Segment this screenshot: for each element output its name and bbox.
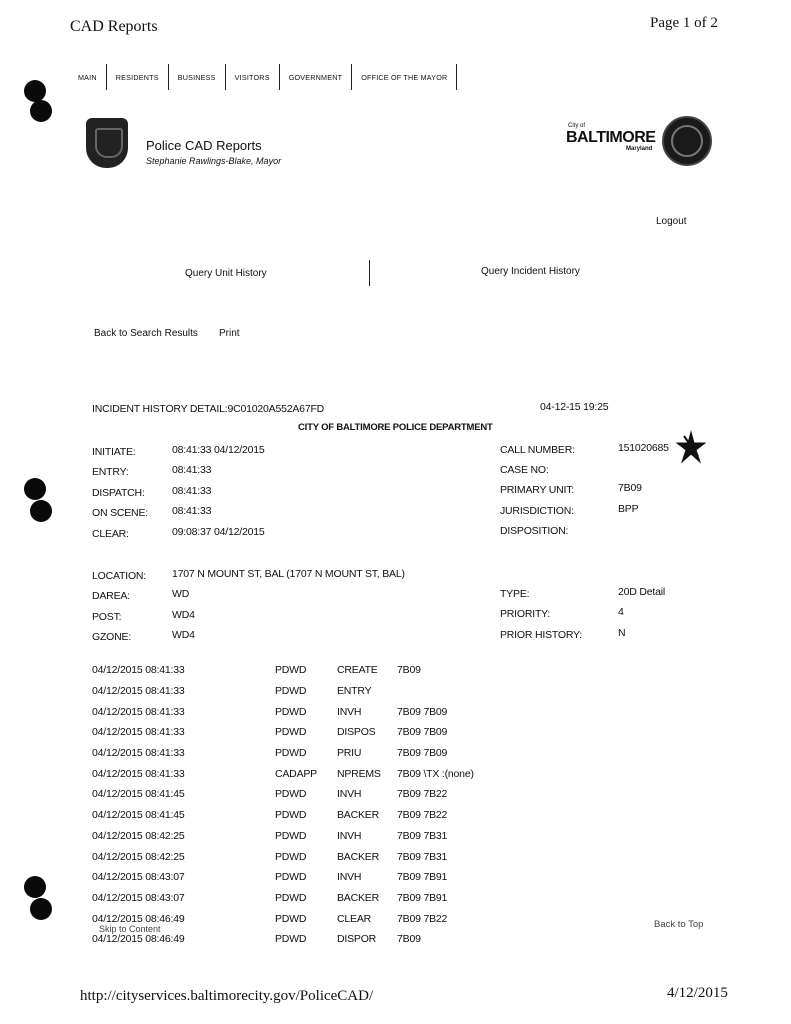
log-row [92,763,474,784]
log-row [92,681,474,702]
log-operator: CADAPP [275,767,317,780]
event-log-table [92,660,474,950]
log-operator: PDWD [275,664,307,677]
field-value-post: WD4 [172,609,195,621]
log-detail: 7B09 7B22 [397,912,448,925]
log-detail: 7B09 7B31 [397,850,448,863]
incident-detail-id: 9C01020A552A67FD [227,403,325,415]
log-operator: PDWD [275,809,307,822]
log-operator: PDWD [275,850,307,863]
field-label-initiate: INITIATE: [92,446,136,458]
log-datetime: 04/12/2015 08:41:33 [92,685,185,698]
log-datetime: 04/12/2015 08:41:33 [92,726,185,739]
field-value-jurisdiction: BPP [618,503,639,515]
footer-date: 4/12/2015 [667,985,728,1001]
field-label-disposition: DISPOSITION: [500,525,569,537]
log-row [92,660,474,681]
city-seal-icon [662,116,712,166]
log-action: BACKER [337,850,379,863]
log-operator: PDWD [275,726,307,739]
field-value-priority: 4 [618,606,624,618]
hole-punch [30,500,52,522]
field-value-gzone: WD4 [172,629,195,641]
field-value-location: 1707 N MOUNT ST, BAL (1707 N MOUNT ST, BAL) [172,568,405,580]
logo-city-of: City of [568,123,586,129]
handwritten-star-mark [676,430,706,464]
log-operator: PDWD [275,871,307,884]
log-datetime: 04/12/2015 08:43:07 [92,891,185,904]
field-label-entry: ENTRY: [92,466,129,478]
hole-punch [24,80,46,102]
field-label-prior-history: PRIOR HISTORY: [500,629,582,641]
page-number: Page 1 of 2 [650,15,718,31]
log-action: INVH [337,705,362,718]
nav-item-government[interactable]: GOVERNMENT [279,64,352,90]
log-action: INVH [337,871,362,884]
log-datetime: 04/12/2015 08:41:45 [92,809,185,822]
log-action: DISPOR [337,933,377,946]
log-operator: PDWD [275,788,307,801]
log-detail: 7B09 7B91 [397,891,448,904]
log-datetime: 04/12/2015 08:43:07 [92,871,185,884]
log-row [92,826,474,847]
field-value-call-number: 151020685 [618,442,669,454]
log-datetime: 04/12/2015 08:41:33 [92,767,185,780]
logout-link[interactable]: Logout [656,216,687,227]
nav-item-main[interactable]: MAIN [78,72,97,82]
field-value-type: 20D Detail [618,586,666,598]
app-title: Police CAD Reports [146,138,262,153]
log-detail: 7B09 7B09 [397,747,448,760]
mayor-name: Stephanie Rawlings-Blake, Mayor [146,156,282,166]
log-action: CREATE [337,664,378,677]
log-datetime: 04/12/2015 08:41:33 [92,664,185,677]
top-nav [78,64,457,90]
log-datetime: 04/12/2015 08:42:25 [92,829,185,842]
log-action: NPREMS [337,767,381,780]
log-detail: 7B09 7B31 [397,829,448,842]
incident-detail-label: INCIDENT HISTORY DETAIL: [92,403,228,415]
field-value-dispatch: 08:41:33 [172,485,212,497]
log-action: BACKER [337,891,379,904]
nav-item-residents[interactable]: RESIDENTS [106,64,168,90]
back-to-search-results-link[interactable]: Back to Search Results [94,328,198,339]
field-label-dispatch: DISPATCH: [92,487,145,499]
field-label-on-scene: ON SCENE: [92,507,148,519]
log-operator: PDWD [275,705,307,718]
log-detail: 7B09 \TX :(none) [397,767,474,780]
log-datetime: 04/12/2015 08:46:49 [92,933,185,946]
log-action: DISPOS [337,726,376,739]
footer-url: http://cityservices.baltimorecity.gov/PoliceCAD/ [80,988,374,1004]
field-label-post: POST: [92,611,122,623]
log-detail: 7B09 7B91 [397,871,448,884]
log-operator: PDWD [275,891,307,904]
log-row [92,805,474,826]
hole-punch [24,876,46,898]
log-operator: PDWD [275,933,307,946]
log-row [92,846,474,867]
field-value-clear: 09:08:37 04/12/2015 [172,526,265,538]
log-row [92,722,474,743]
police-badge-icon [86,118,128,168]
log-datetime: 04/12/2015 08:41:33 [92,747,185,760]
hole-punch [24,478,46,500]
field-label-priority: PRIORITY: [500,608,551,620]
logo-baltimore: BALTIMORE [566,129,656,146]
log-operator: PDWD [275,829,307,842]
log-operator: PDWD [275,912,307,925]
department-name: CITY OF BALTIMORE POLICE DEPARTMENT [298,422,493,433]
log-action: INVH [337,829,362,842]
query-unit-history-link[interactable]: Query Unit History [185,268,267,279]
log-detail: 7B09 [397,933,421,946]
log-operator: PDWD [275,685,307,698]
back-to-top-link[interactable]: Back to Top [654,919,704,930]
skip-to-content-link[interactable]: Skip to Content [99,924,161,934]
field-value-primary-unit: 7B09 [618,482,642,494]
log-datetime: 04/12/2015 08:41:45 [92,788,185,801]
field-label-type: TYPE: [500,588,530,600]
log-detail [397,681,474,702]
field-value-on-scene: 08:41:33 [172,505,212,517]
nav-item-office-of-the-mayor[interactable]: OFFICE OF THE MAYOR [351,64,457,90]
log-row [92,701,474,722]
nav-item-visitors[interactable]: VISITORS [225,64,279,90]
log-operator: PDWD [275,747,307,760]
log-row [92,784,474,805]
query-incident-history-link[interactable]: Query Incident History [481,266,580,277]
log-datetime: 04/12/2015 08:42:25 [92,850,185,863]
field-value-prior-history: N [618,627,626,639]
link-divider [369,260,370,286]
log-detail: 7B09 7B09 [397,705,448,718]
log-detail: 7B09 [397,664,421,677]
log-datetime: 04/12/2015 08:41:33 [92,705,185,718]
print-link[interactable]: Print [219,328,240,339]
field-label-darea: DAREA: [92,590,130,602]
field-label-call-number: CALL NUMBER: [500,444,575,456]
field-label-jurisdiction: JURISDICTION: [500,505,574,517]
log-datetime: 04/12/2015 08:46:49 [92,912,185,925]
field-label-primary-unit: PRIMARY UNIT: [500,484,575,496]
field-value-initiate: 08:41:33 04/12/2015 [172,444,265,456]
field-label-case-no: CASE NO: [500,464,549,476]
field-label-clear: CLEAR: [92,528,129,540]
log-detail: 7B09 7B09 [397,726,448,739]
log-action: CLEAR [337,912,372,925]
log-row [92,888,474,909]
field-value-entry: 08:41:33 [172,464,212,476]
field-value-darea: WD [172,588,190,600]
report-datetime: 04-12-15 19:25 [540,401,609,413]
log-action: ENTRY [337,685,372,698]
log-detail: 7B09 7B22 [397,809,448,822]
hole-punch [30,100,52,122]
print-title: CAD Reports [70,18,158,35]
hole-punch [30,898,52,920]
nav-item-business[interactable]: BUSINESS [168,64,225,90]
incident-detail-heading [92,403,324,415]
log-row [92,743,474,764]
field-label-location: LOCATION: [92,570,147,582]
field-label-gzone: GZONE: [92,631,132,643]
log-detail: 7B09 7B22 [397,788,448,801]
log-action: PRIU [337,747,362,760]
log-action: BACKER [337,809,379,822]
log-row [92,867,474,888]
logo-maryland: Maryland [626,146,653,152]
log-action: INVH [337,788,362,801]
